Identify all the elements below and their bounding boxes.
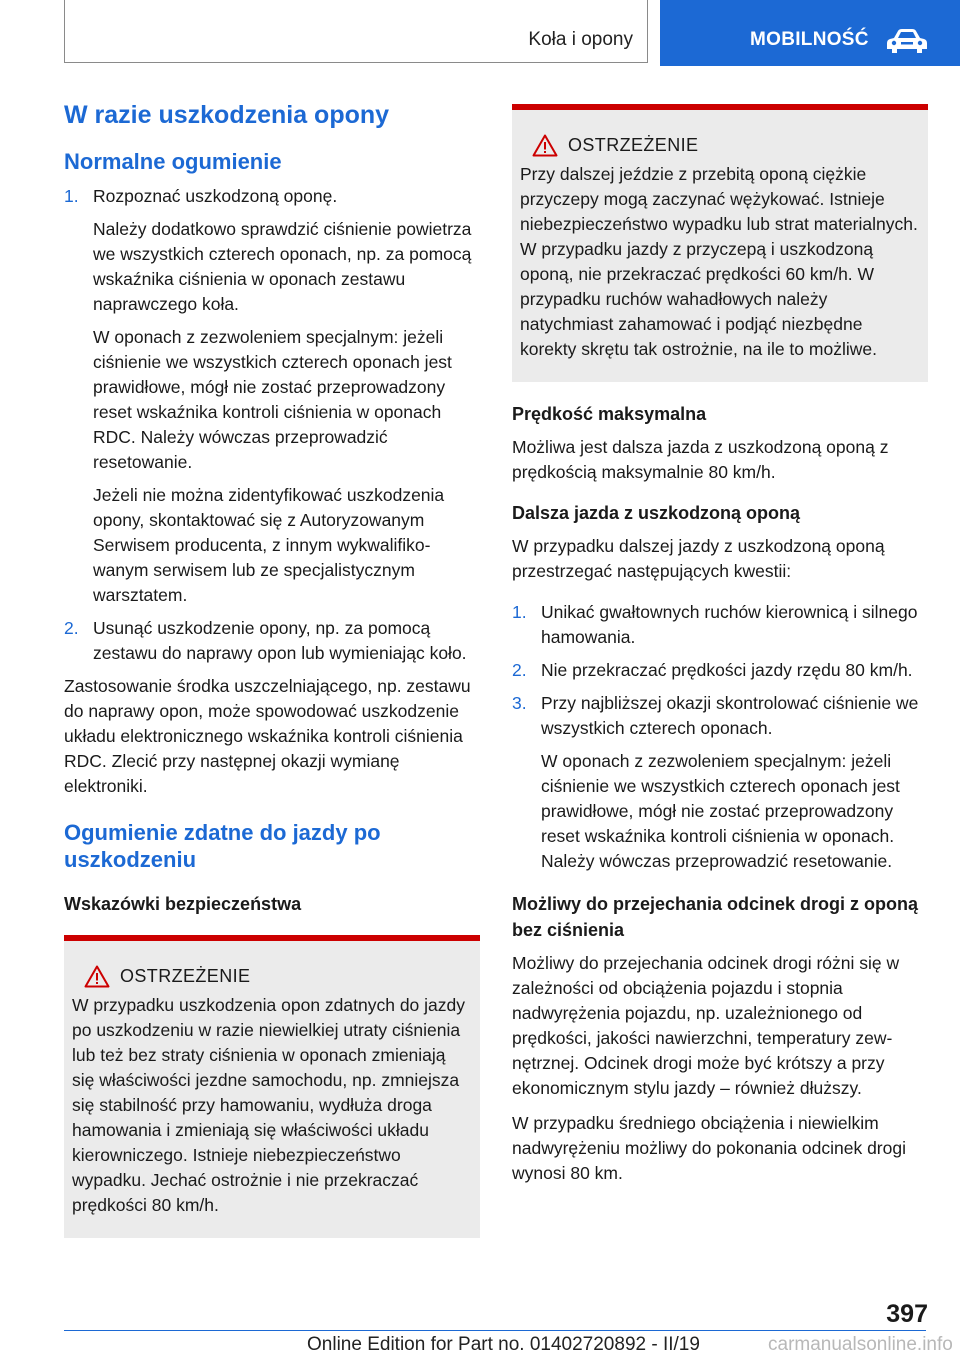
step-item bbox=[512, 691, 928, 874]
page-title: W razie uszkodzenia opony bbox=[64, 101, 390, 129]
step-text: Przy najbliższej okazji skontrolować ciśnienie we wszystkich czterech oponach. bbox=[541, 693, 919, 739]
header-section-box bbox=[64, 0, 648, 63]
footer-divider bbox=[64, 1330, 926, 1331]
warning-triangle-icon bbox=[532, 134, 558, 157]
warning-text: W przypadku uszkodzenia opon zdatnych do jazdy po uszkodzeniu w razie niewielkiej utraty ciśnienia lub też bez straty ciśnienia w oponach zmieniają się właściwości jezdne samochodu, np. zmniejsza się stabilność przy hamowaniu, wydłuża droga hamowania i zmieniają się właściwości układu kierowniczego. Istnieje niebezpieczeństwo wypadku. Jechać ostrożnie i nie przekraczać prędkości 80 km/h. bbox=[72, 994, 466, 1215]
section-heading-normal-tires: Normalne ogumienie bbox=[64, 149, 282, 174]
distance-heading: Możliwy do przejechania odcinek drogi z oponą bez ciśnienia bbox=[512, 894, 919, 940]
step-number: 2. bbox=[512, 660, 527, 681]
step-number: 1. bbox=[512, 602, 527, 623]
step-number: 3. bbox=[512, 693, 527, 714]
continue-driving-heading: Dalsza jazda z uszkodzoną oponą bbox=[512, 503, 801, 524]
section-title: Koła i opony bbox=[528, 29, 633, 50]
step-item bbox=[64, 616, 480, 666]
step-item bbox=[512, 600, 928, 650]
step-text: W oponach z zezwoleniem specjalnym: jeżeli ciśnienie we wszystkich czterech oponach jest prawidłowe, mógł nie zostać przeprowadzony reset wskaźnika kontroli ciśnienia w oponach RDC. Należy wówczas przeprowadzić resetowanie. bbox=[93, 326, 452, 472]
chapter-tab[interactable] bbox=[660, 0, 960, 66]
car-icon bbox=[886, 28, 928, 54]
step-text: Unikać gwałtownych ruchów kierownicą i silnego hamowania. bbox=[541, 602, 918, 648]
step-text: Nie przekraczać prędkości jazdy rzędu 80 km/h. bbox=[541, 660, 913, 681]
continue-driving-text: W przypadku dalszej jazdy z uszkodzoną oponą przestrzegać następujących kwestii: bbox=[512, 536, 885, 582]
watermark: carmanualsonline.info bbox=[768, 1334, 953, 1355]
warning-title: OSTRZEŻENIE bbox=[120, 965, 251, 986]
left-column bbox=[64, 100, 480, 1238]
max-speed-text: Możliwa jest dalsza jazda z uszkodzoną oponą z prędkością maksymalnie 80 km/h. bbox=[512, 437, 889, 483]
warning-triangle-icon bbox=[84, 965, 110, 988]
page-number: 397 bbox=[886, 1300, 928, 1328]
step-text: Usunąć uszkodzenie opony, np. za pomocą zestawu do naprawy opon lub wymieniając koło. bbox=[93, 617, 467, 663]
step-number: 1. bbox=[64, 185, 79, 206]
step-item bbox=[64, 184, 480, 608]
step-text: Rozpoznać uszkodzoną oponę. bbox=[93, 185, 338, 206]
section-heading-runflat: Ogumienie zdatne do jazdy po uszkodzeniu bbox=[64, 819, 381, 872]
step-number: 2. bbox=[64, 617, 79, 638]
warning-box bbox=[64, 935, 480, 1238]
step-text: W oponach z zezwoleniem specjalnym: jeżeli ciśnienie we wszystkich czterech oponach jest prawidłowe, mógł nie zostać przeprowadzony reset wskaźnika kontroli ciśnienia w oponach. Należy wówczas przeprowadzić resetowanie. bbox=[541, 751, 900, 872]
step-item bbox=[512, 658, 928, 683]
distance-text: Możliwy do przejechania odcinek drogi różni się w zależności od obciążenia pojazdu i stopnia nadwyrężenia pojazdu, np. uzależnionego od prędkości, jakości nawierzchni, temperatury zewnętrznej. Odcinek drogi może być krótszy a przy ekonomicznym stylu jazdy – również dłuższy. bbox=[512, 952, 900, 1098]
warning-text: Przy dalszej jeździe z przebitą oponą ciężkie przyczepy mogą zaczynać wężykować. Istnieje niebezpieczeństwo wypadku lub strat materialnych. W przypadku jazdy z przyczepą i uszkodzoną oponą, nie przekraczać prędkości 60 km/h. W przypadku ruchów wahadłowych należy natychmiast zahamować i podjąć niezbędne korekty skrętu tak ostrożnie, na ile to możliwe. bbox=[520, 164, 918, 359]
edition-text: Online Edition for Part no. 01402720892 - II/19 bbox=[307, 1334, 700, 1355]
safety-heading: Wskazówki bezpieczeństwa bbox=[64, 893, 302, 914]
right-column bbox=[512, 104, 928, 1186]
sealant-note: Zastosowanie środka uszczelniającego, np. zestawu do naprawy opon, może spowodować uszkodzenie układu elektronicznego wskaźnika kontroli ciśnienia RDC. Zlecić przy następnej okazji wymianę elektroniki. bbox=[64, 675, 471, 796]
max-speed-heading: Prędkość maksymalna bbox=[512, 404, 707, 424]
step-text: Jeżeli nie można zidentyfikować uszkodzenia opony, skontaktować się z Autoryzowanym Serwisem producenta, z innym wykwalifikowanym serwisem lub ze specjalistycznym warsztatem. bbox=[93, 484, 445, 605]
warning-box bbox=[512, 104, 928, 382]
distance-text: W przypadku średniego obciążenia i niewielkim nadwyrężeniu możliwy do pokonania odcinek drogi wynosi 80 km. bbox=[512, 1112, 906, 1183]
chapter-tab-label: MOBILNOŚĆ bbox=[750, 29, 869, 50]
step-text: Należy dodatkowo sprawdzić ciśnienie powietrza we wszystkich czterech oponach, np. za pomocą wskaźnika ciśnienia w oponach zestawu naprawczego koła. bbox=[93, 218, 472, 314]
warning-title: OSTRZEŻENIE bbox=[568, 135, 699, 155]
